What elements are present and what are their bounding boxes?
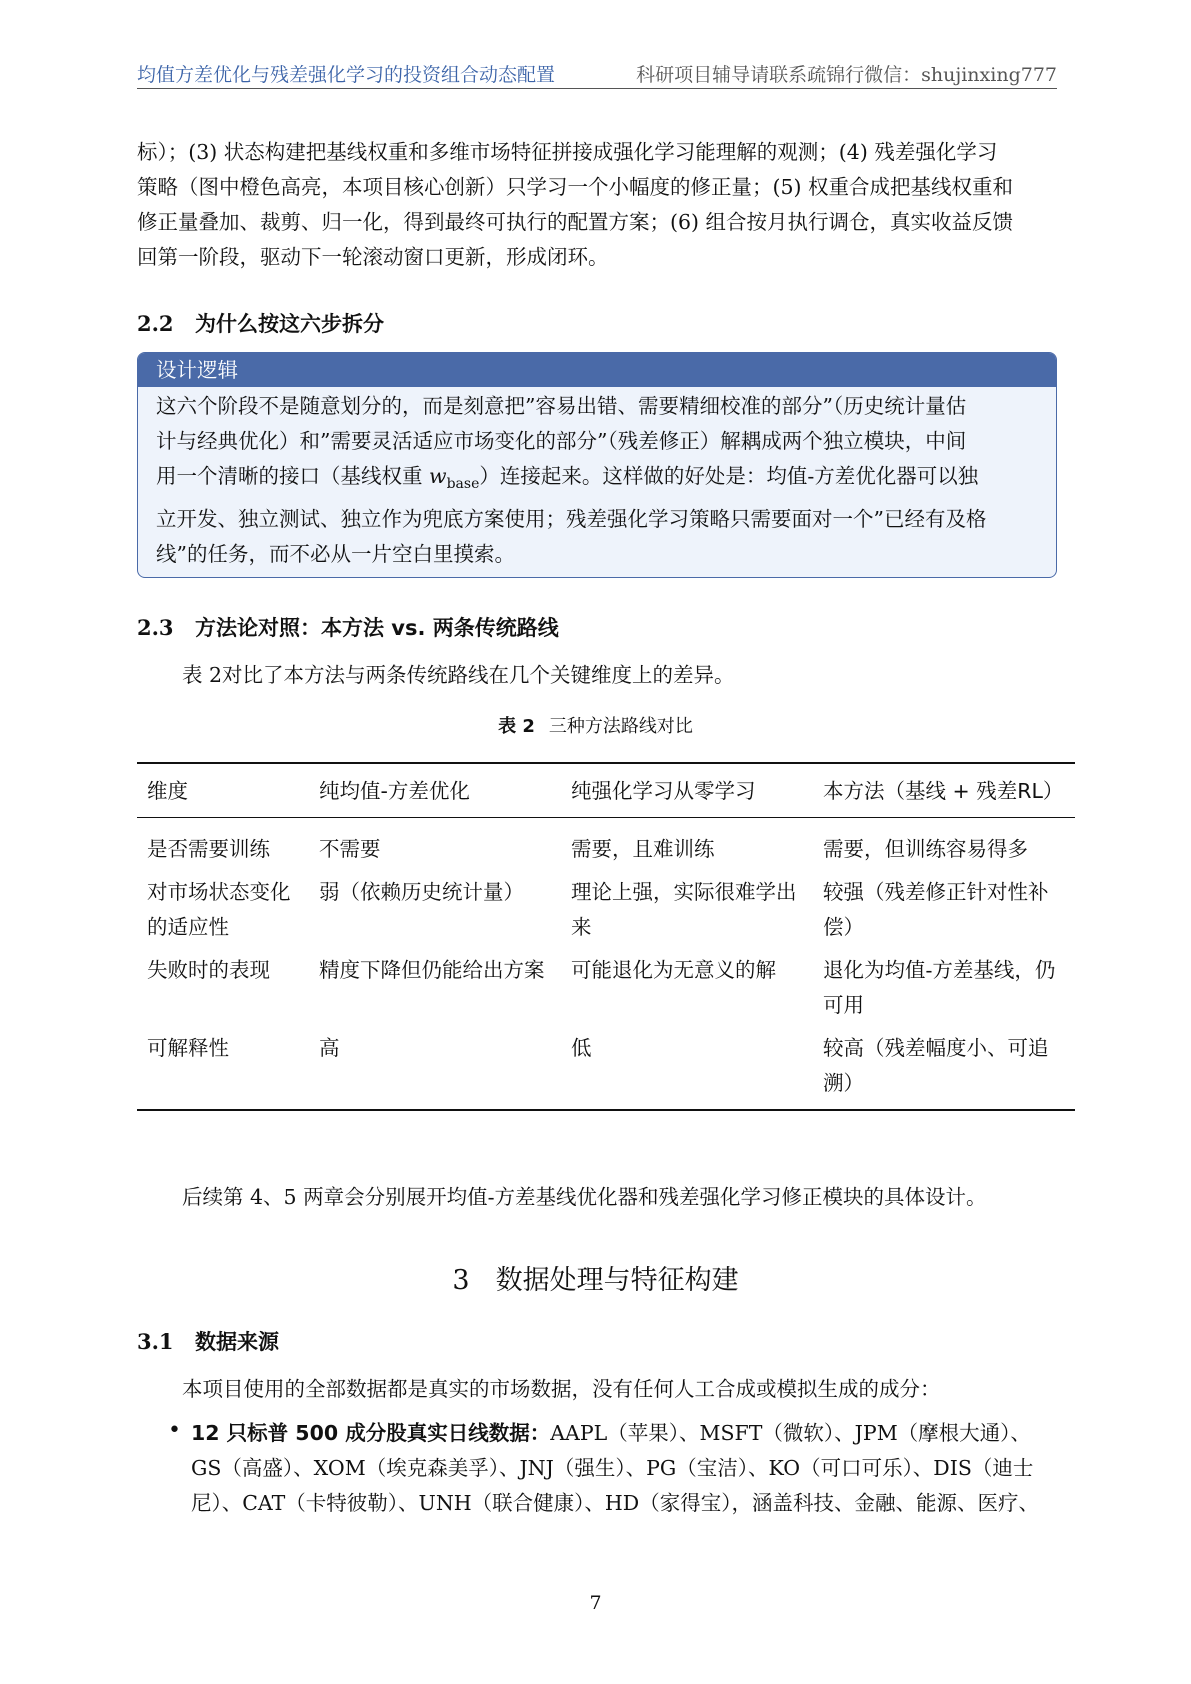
comparison-table bbox=[137, 762, 1075, 1111]
table-cell: 高 bbox=[309, 1027, 561, 1110]
caption-text: 三种方法路线对比 bbox=[548, 716, 693, 737]
table-cell: 弱（依赖历史统计量） bbox=[319, 880, 524, 904]
chapter-number: 3 bbox=[452, 1265, 470, 1296]
section-title: 方法论对照：本方法 vs. 两条传统路线 bbox=[195, 616, 559, 640]
paragraph-2-3: 表 2对比了本方法与两条传统路线在几个关键维度上的差异。 bbox=[182, 663, 735, 687]
math-subscript: base bbox=[446, 476, 480, 493]
bullet-line bbox=[191, 1416, 1057, 1451]
table-cell: 退化为均值-方差基线，仍可用 bbox=[823, 958, 1056, 1017]
table-header-row bbox=[137, 763, 1075, 818]
paragraph-after-table: 后续第 4、5 两章会分别展开均值-方差基线优化器和残差强化学习修正模块的具体设计。 bbox=[182, 1185, 987, 1209]
table-row bbox=[137, 871, 1075, 949]
bullet-text: AAPL（苹果）、MSFT（微软）、JPM（摩根大通）、 bbox=[550, 1421, 1031, 1445]
section-title: 为什么按这六步拆分 bbox=[195, 312, 384, 336]
table-cell: 是否需要训练 bbox=[147, 837, 270, 861]
intro-line: 标）；(3) 状态构建把基线权重和多维市场特征拼接成强化学习能理解的观测；(4) 残差强化学习 bbox=[137, 140, 998, 164]
section-title: 数据来源 bbox=[195, 1330, 279, 1354]
box-line-part: 用一个清晰的接口（基线权重 bbox=[156, 464, 430, 488]
section-heading-3-1 bbox=[137, 1326, 279, 1356]
box-line: 计与经典优化）和”需要灵活适应市场变化的部分”（残差修正）解耦成两个独立模块，中间 bbox=[156, 429, 967, 453]
chapter-title: 数据处理与特征构建 bbox=[495, 1265, 739, 1296]
header-contact: 科研项目辅导请联系疏锦行微信：shujinxing777 bbox=[636, 64, 1057, 86]
intro-line: 策略（图中橙色高亮，本项目核心创新）只学习一个小幅度的修正量；(5) 权重合成把基线权重和 bbox=[137, 175, 1014, 199]
table-cell: 可解释性 bbox=[137, 1027, 309, 1110]
header-title: 均值方差优化与残差强化学习的投资组合动态配置 bbox=[137, 64, 556, 86]
table-cell: 需要，但训练容易得多 bbox=[823, 837, 1028, 861]
intro-paragraph bbox=[137, 135, 1057, 275]
table-cell: 可能退化为无意义的解 bbox=[571, 958, 776, 982]
running-header bbox=[137, 58, 1057, 89]
table-cell: 理论上强，实际很难学出来 bbox=[571, 880, 797, 939]
box-body bbox=[138, 387, 1056, 572]
table-cell: 较强（残差修正针对性补偿） bbox=[823, 880, 1049, 939]
design-logic-box bbox=[137, 352, 1057, 578]
box-line: 线”的任务，而不必从一片空白里摸索。 bbox=[156, 542, 515, 567]
intro-line: 修正量叠加、裁剪、归一化，得到最终可执行的配置方案；(6) 组合按月执行调仓，真实收益反馈 bbox=[137, 210, 1014, 234]
table-row bbox=[137, 949, 1075, 1027]
bullet-bold-lead: 12 只标普 500 成分股真实日线数据： bbox=[191, 1421, 551, 1445]
table-row bbox=[137, 1027, 1075, 1110]
box-line: 这六个阶段不是随意划分的，而是刻意把”容易出错、需要精细校准的部分”（历史统计量估 bbox=[156, 394, 967, 418]
table-header-cell: 本方法（基线 + 残差RL） bbox=[813, 763, 1075, 818]
table-cell: 不需要 bbox=[319, 837, 381, 861]
table-header-cell: 纯均值-方差优化 bbox=[309, 763, 561, 818]
table-cell: 需要，且难训练 bbox=[571, 837, 715, 861]
table-header-cell: 纯强化学习从零学习 bbox=[561, 763, 813, 818]
caption-label: 表 2 bbox=[498, 716, 535, 737]
bullet-dot: • bbox=[168, 1418, 181, 1443]
section-number: 3.1 bbox=[137, 1329, 174, 1354]
bullet-item-stocks bbox=[191, 1416, 1057, 1521]
box-line bbox=[156, 459, 1038, 502]
table-cell: 较高（残差幅度小、可追溯） bbox=[813, 1027, 1075, 1110]
chapter-heading-3 bbox=[0, 1258, 1191, 1297]
page-number: 7 bbox=[589, 1592, 602, 1614]
table-cell: 失败时的表现 bbox=[147, 958, 270, 982]
table-cell: 精度下降但仍能给出方案 bbox=[319, 958, 545, 982]
table-header-cell: 维度 bbox=[137, 763, 309, 818]
table-cell: 低 bbox=[561, 1027, 813, 1110]
section-heading-2-3 bbox=[137, 612, 559, 642]
intro-line: 回第一阶段，驱动下一轮滚动窗口更新，形成闭环。 bbox=[137, 245, 609, 269]
section-number: 2.3 bbox=[137, 615, 174, 640]
bullet-line: GS（高盛）、XOM（埃克森美孚）、JNJ（强生）、PG（宝洁）、KO（可口可乐）、DIS（迪士 bbox=[191, 1456, 1034, 1480]
table-caption bbox=[0, 712, 1191, 738]
box-line-part: ）连接起来。这样做的好处是：均值-方差优化器可以独 bbox=[479, 464, 979, 488]
table-row bbox=[137, 818, 1075, 872]
box-title: 设计逻辑 bbox=[138, 353, 1056, 387]
math-variable: w bbox=[429, 464, 447, 488]
box-line: 立开发、独立测试、独立作为兜底方案使用；残差强化学习策略只需要面对一个”已经有及格 bbox=[156, 507, 987, 532]
section-heading-2-2 bbox=[137, 308, 384, 338]
table-cell: 对市场状态变化的适应性 bbox=[147, 880, 291, 939]
section-number: 2.2 bbox=[137, 311, 174, 336]
bullet-line: 尼）、CAT（卡特彼勒）、UNH（联合健康）、HD（家得宝），涵盖科技、金融、能源、医疗、 bbox=[191, 1491, 1039, 1515]
paragraph-3-1: 本项目使用的全部数据都是真实的市场数据，没有任何人工合成或模拟生成的成分： bbox=[182, 1377, 941, 1401]
